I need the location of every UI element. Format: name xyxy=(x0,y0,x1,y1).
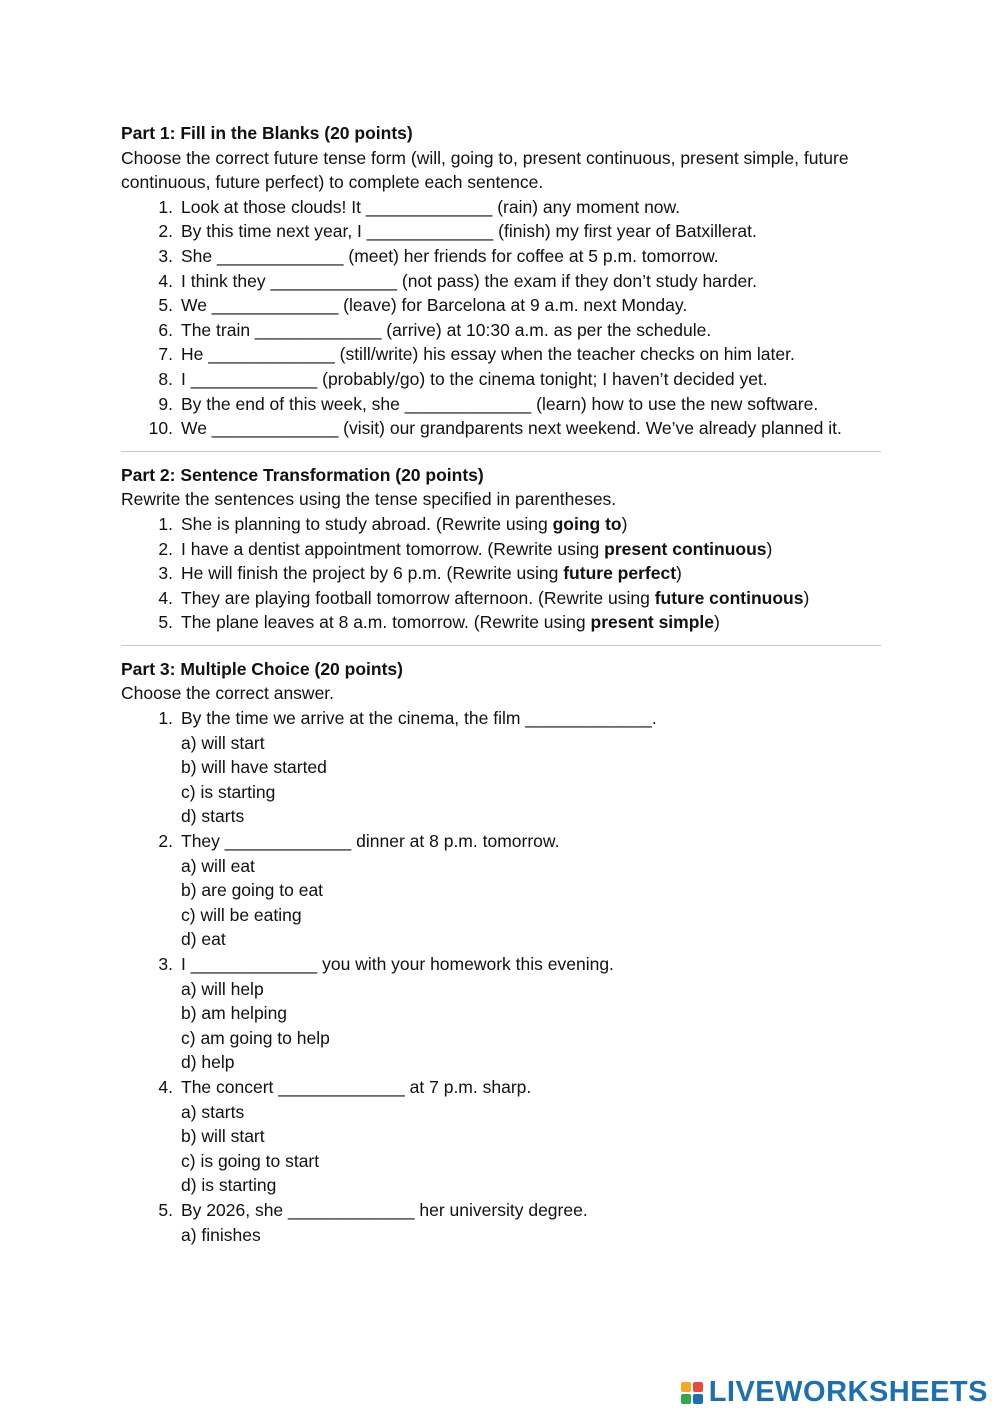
item-number: 3. xyxy=(158,563,173,584)
transformation-item xyxy=(121,512,881,537)
answer-option: a) finishes xyxy=(181,1224,261,1245)
item-text: We _____________ (visit) our grandparents next weekend. We’ve already planned it. xyxy=(181,418,842,439)
part1-instructions: Choose the correct future tense form (will, going to, present continuous, present simple, future continuous, future perfect) to complete each sentence. xyxy=(121,147,849,193)
question-number: 4. xyxy=(158,1076,173,1097)
liveworksheets-logo xyxy=(681,1376,988,1409)
part2-title: Part 2: Sentence Transformation (20 points) xyxy=(121,464,484,485)
liveworksheets-logo-icon xyxy=(681,1382,703,1404)
transformation-item xyxy=(121,610,881,635)
fill-blank-item xyxy=(121,195,881,220)
answer-option: b) am helping xyxy=(181,1003,288,1024)
item-text: He _____________ (still/write) his essay when the teacher checks on him later. xyxy=(181,344,795,365)
section-divider xyxy=(121,645,881,646)
transformation-item xyxy=(121,537,881,562)
answer-option: d) eat xyxy=(181,929,226,950)
fill-blank-item xyxy=(121,244,881,269)
item-number: 4. xyxy=(158,587,173,608)
part2-list xyxy=(121,512,881,635)
item-number: 2. xyxy=(158,538,173,559)
answer-option: b) will have started xyxy=(181,757,327,778)
item-text-end: ) xyxy=(621,513,628,534)
item-number: 2. xyxy=(158,221,173,242)
logo-block xyxy=(681,1394,691,1404)
item-text: She _____________ (meet) her friends for coffee at 5 p.m. tomorrow. xyxy=(181,245,719,266)
section-divider xyxy=(121,451,881,452)
part2-instructions: Rewrite the sentences using the tense specified in parentheses. xyxy=(121,489,617,510)
item-text: They are playing football tomorrow afternoon. (Rewrite using xyxy=(181,587,655,608)
question-item xyxy=(121,952,881,977)
logo-block xyxy=(693,1382,703,1392)
item-text-end: ) xyxy=(803,587,810,608)
item-number: 5. xyxy=(158,612,173,633)
item-text: I have a dentist appointment tomorrow. (Rewrite using xyxy=(181,538,605,559)
item-text: By the end of this week, she _____________ (learn) how to use the new software. xyxy=(181,393,819,414)
question-number: 2. xyxy=(158,831,173,852)
part3-section xyxy=(121,657,881,1247)
item-text: By this time next year, I _____________ (finish) my first year of Batxillerat. xyxy=(181,221,757,242)
item-text-end: ) xyxy=(714,612,720,633)
fill-blank-item xyxy=(121,269,881,294)
item-text: He will finish the project by 6 p.m. (Rewrite using xyxy=(181,563,564,584)
question-text: By the time we arrive at the cinema, the film _____________. xyxy=(181,708,657,729)
item-number: 5. xyxy=(158,295,173,316)
item-text: I think they _____________ (not pass) the exam if they don’t study harder. xyxy=(181,270,757,291)
item-text: The train _____________ (arrive) at 10:30 a.m. as per the schedule. xyxy=(181,319,712,340)
fill-blank-item xyxy=(121,416,881,441)
item-text: Look at those clouds! It _____________ (rain) any moment now. xyxy=(181,196,681,217)
part3-title: Part 3: Multiple Choice (20 points) xyxy=(121,658,403,679)
logo-block xyxy=(681,1382,691,1392)
question-number: 3. xyxy=(158,954,173,974)
item-text: She is planning to study abroad. (Rewrite using xyxy=(181,513,553,534)
item-text-end: ) xyxy=(676,563,682,584)
item-number: 3. xyxy=(158,245,173,266)
question-item xyxy=(121,1198,881,1223)
answer-option: a) will help xyxy=(181,978,264,999)
fill-blank-item xyxy=(121,318,881,343)
part1-section xyxy=(121,121,881,441)
answer-option: b) are going to eat xyxy=(181,880,324,901)
question-text: I _____________ you with your homework this evening. xyxy=(181,954,614,974)
answer-option: c) is going to start xyxy=(181,1150,320,1171)
item-tense: going to xyxy=(552,513,622,534)
logo-text: LIVEWORKSHEETS xyxy=(708,1376,988,1408)
answer-option: a) will start xyxy=(181,732,265,753)
part3-list xyxy=(121,706,881,1247)
answer-option: b) will start xyxy=(181,1126,265,1147)
question-text: They _____________ dinner at 8 p.m. tomorrow. xyxy=(181,831,560,852)
logo-block xyxy=(693,1394,703,1404)
fill-blank-item xyxy=(121,219,881,244)
question-text: By 2026, she _____________ her university degree. xyxy=(181,1199,588,1220)
item-number: 7. xyxy=(158,344,173,365)
item-tense: future perfect xyxy=(563,563,677,584)
part2-section xyxy=(121,463,881,635)
fill-blank-item xyxy=(121,293,881,318)
answer-option: a) starts xyxy=(181,1101,245,1122)
question-text: The concert _____________ at 7 p.m. sharp. xyxy=(181,1076,532,1097)
answer-option: d) is starting xyxy=(181,1175,277,1196)
item-number: 6. xyxy=(158,319,173,340)
item-number: 8. xyxy=(158,368,173,389)
question-item xyxy=(121,829,881,854)
fill-blank-item xyxy=(121,392,881,417)
part1-list xyxy=(121,195,881,441)
answer-option: d) help xyxy=(181,1052,235,1073)
item-tense: future continuous xyxy=(654,587,804,608)
item-tense: present simple xyxy=(590,612,715,633)
answer-option: a) will eat xyxy=(181,855,255,876)
part1-title: Part 1: Fill in the Blanks (20 points) xyxy=(121,123,413,143)
item-tense: present continuous xyxy=(604,538,767,559)
item-number: 10. xyxy=(148,418,173,439)
answer-option: c) am going to help xyxy=(181,1027,330,1048)
fill-blank-item xyxy=(121,342,881,367)
item-number: 4. xyxy=(158,270,173,291)
question-item xyxy=(121,1075,881,1100)
answer-option: c) will be eating xyxy=(181,904,302,925)
item-number: 1. xyxy=(158,513,173,534)
part3-instructions: Choose the correct answer. xyxy=(121,683,335,704)
transformation-item xyxy=(121,586,881,611)
item-number: 1. xyxy=(158,196,173,217)
question-item xyxy=(121,706,881,731)
answer-option: d) starts xyxy=(181,806,245,827)
item-text: I _____________ (probably/go) to the cinema tonight; I haven’t decided yet. xyxy=(181,368,768,389)
question-number: 5. xyxy=(158,1199,173,1220)
item-number: 9. xyxy=(158,393,173,414)
fill-blank-item xyxy=(121,367,881,392)
worksheet-page xyxy=(121,121,881,1247)
item-text: We _____________ (leave) for Barcelona at 9 a.m. next Monday. xyxy=(181,295,688,316)
answer-option: c) is starting xyxy=(181,781,276,802)
item-text-end: ) xyxy=(766,538,773,559)
transformation-item xyxy=(121,561,881,586)
item-text: The plane leaves at 8 a.m. tomorrow. (Rewrite using xyxy=(181,612,591,633)
question-number: 1. xyxy=(158,708,173,729)
